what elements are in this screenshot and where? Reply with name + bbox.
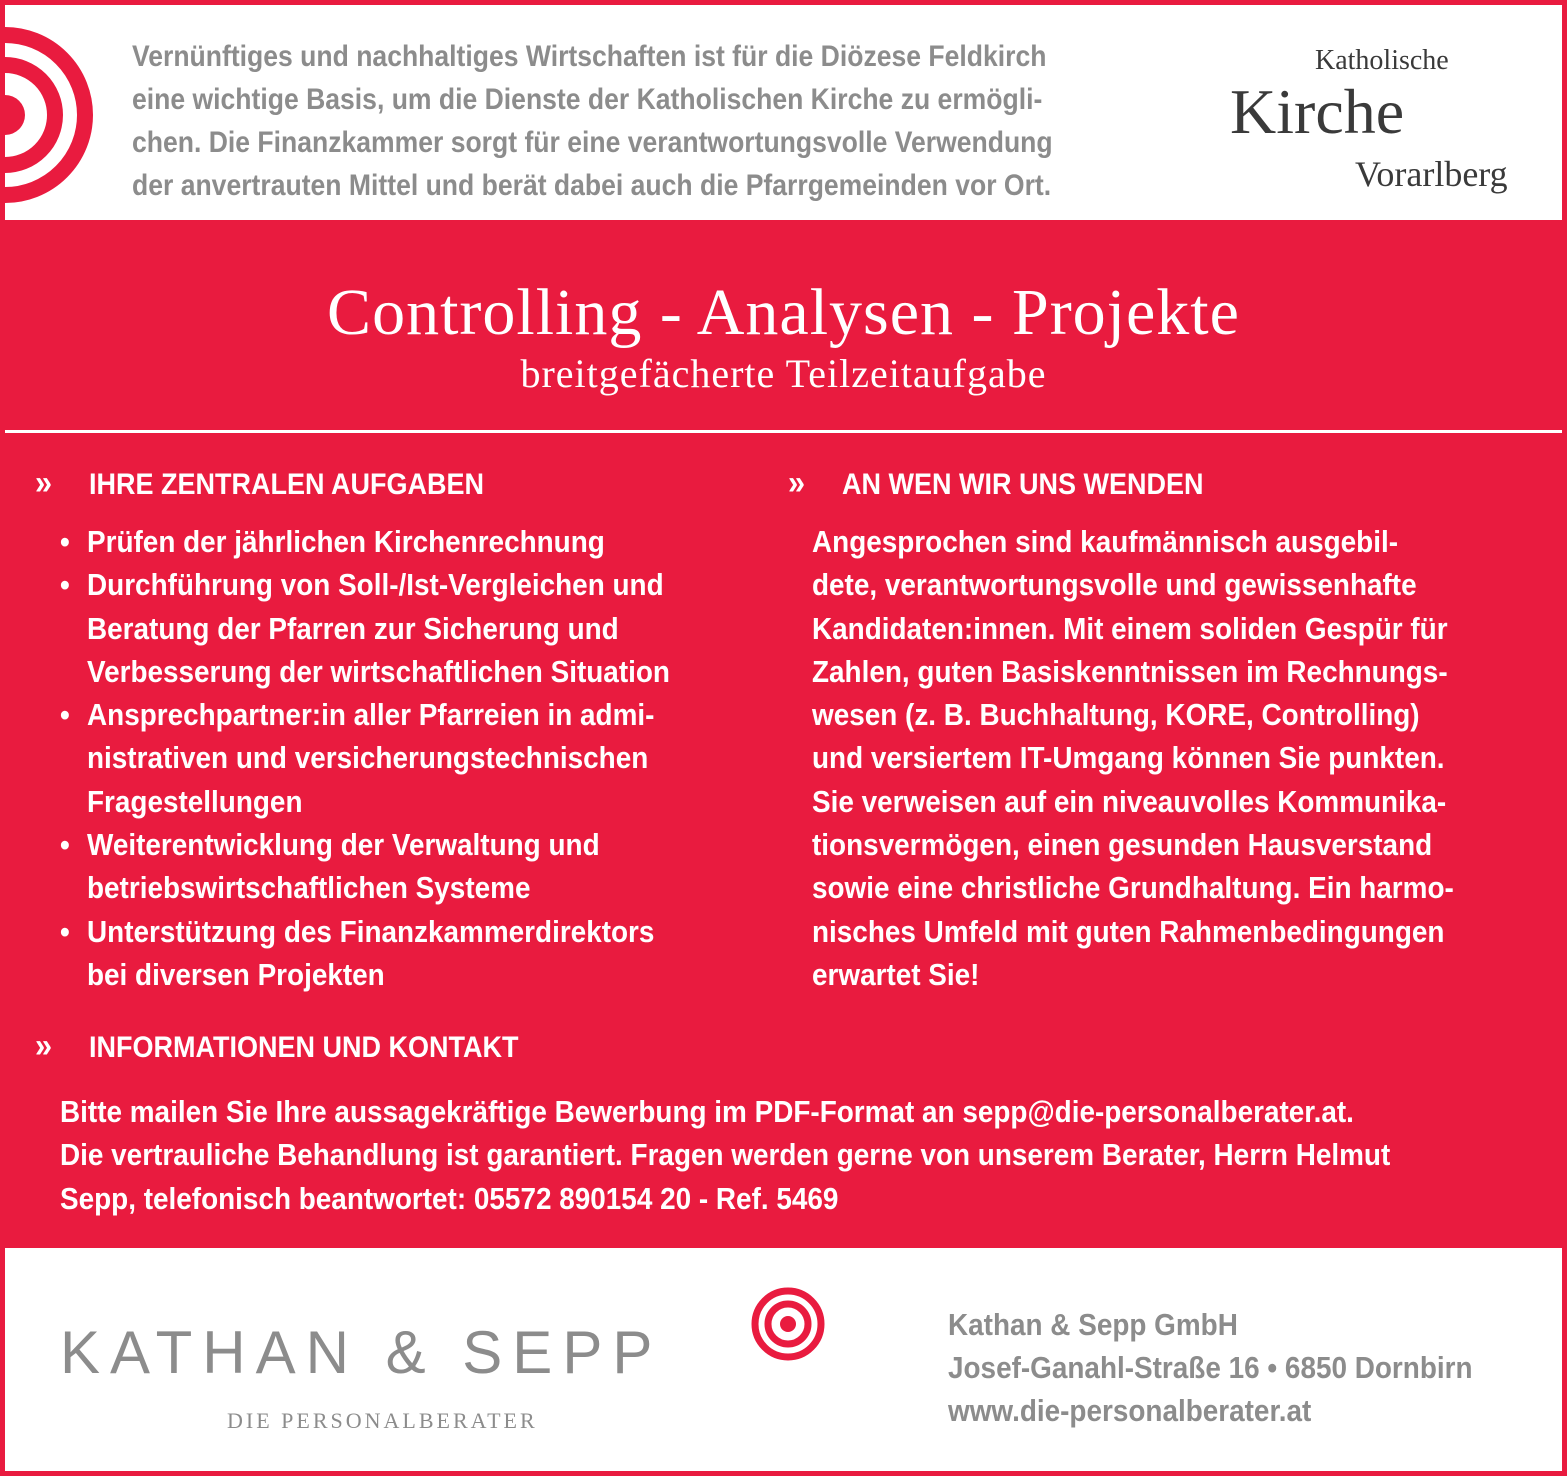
paragraph-line: wesen (z. B. Buchhaltung, KORE, Controlling): [812, 697, 1420, 733]
main-red-block: [5, 220, 1562, 1248]
paragraph-line: Zahlen, guten Basiskenntnissen im Rechnungs-: [812, 653, 1448, 689]
logo-line-katholische: Katholische: [1315, 45, 1449, 76]
list-item-line: nistrativen und versicherungstechnischen: [87, 740, 649, 776]
paragraph-line: sowie eine christliche Grundhaltung. Ein harmo-: [812, 870, 1454, 906]
paragraph-line: Angesprochen sind kaufmännisch ausgebil-: [812, 524, 1399, 559]
list-item-line: bei diversen Projekten: [87, 956, 385, 992]
bullet-icon: •: [60, 827, 70, 863]
list-item-line: betriebswirtschaftlichen Systeme: [87, 870, 531, 906]
list-item: [60, 693, 744, 823]
intro-paragraph: [132, 35, 1086, 207]
intro-line: eine wichtige Basis, um die Dienste der Katholischen Kirche zu ermögli-: [132, 83, 1043, 116]
paragraph-line: dete, verantwortungsvolle und gewissenhafte: [812, 567, 1417, 603]
website-link[interactable]: www.die-personalberater.at: [948, 1393, 1312, 1428]
intro-line: Vernünftiges und nachhaltiges Wirtschaften ist für die Diözese Feldkirch: [132, 40, 1047, 73]
chevron-icon: »: [35, 464, 50, 502]
logo-subtitle: DIE PERSONALBERATER: [227, 1408, 538, 1433]
paragraph-line: Bitte mailen Sie Ihre aussagekräftige Bewerbung im PDF-Format an sepp@die-personalberater.at.: [60, 1094, 1354, 1129]
intro-line: chen. Die Finanzkammer sorgt für eine verantwortungsvolle Verwendung: [132, 126, 1053, 159]
list-item-line: Unterstützung des Finanzkammerdirektors: [87, 913, 655, 949]
header-section: [5, 5, 1562, 220]
task-list: [60, 520, 744, 996]
kathan-sepp-logo-text: KATHAN & SEPP: [60, 1319, 663, 1386]
street-address: Josef-Ganahl-Straße 16 • 6850 Dornbirn: [948, 1350, 1473, 1385]
footer-section: [5, 1248, 1562, 1476]
bullet-icon: •: [60, 524, 70, 559]
target-icon: [750, 1286, 826, 1362]
paragraph-line: Kandidaten:innen. Mit einem soliden Gespür für: [812, 610, 1448, 646]
logo-line-vorarlberg: Vorarlberg: [1355, 154, 1508, 194]
audience-paragraph: [812, 520, 1454, 996]
bullet-icon: •: [60, 697, 70, 733]
concentric-arcs-graphic: [0, 25, 100, 205]
list-item: [60, 823, 744, 910]
logo-line-kirche: Kirche: [1230, 76, 1405, 147]
bullet-icon: •: [60, 567, 70, 603]
paragraph-line: nisches Umfeld mit guten Rahmenbedingungen: [812, 913, 1445, 949]
chevron-icon: »: [788, 464, 803, 502]
list-item: [60, 910, 744, 997]
job-subtitle: breitgefächerte Teilzeitaufgabe: [520, 351, 1047, 396]
paragraph-line: Sie verweisen auf ein niveauvolles Kommunika-: [812, 783, 1447, 819]
list-item: [60, 520, 744, 563]
heading-label: INFORMATIONEN UND KONTAKT: [89, 1031, 519, 1064]
list-item-line: Weiterentwicklung der Verwaltung und: [87, 827, 600, 863]
chevron-icon: »: [35, 1027, 50, 1065]
list-item-line: Durchführung von Soll-/Ist-Vergleichen und: [87, 567, 664, 603]
heading-label: AN WEN WIR UNS WENDEN: [842, 468, 1204, 501]
company-address: [948, 1303, 1473, 1432]
paragraph-line: Die vertrauliche Behandlung ist garantiert. Fragen werden gerne von unserem Berater, Herrn Helmut: [60, 1137, 1391, 1173]
list-item-line: Fragestellungen: [87, 783, 303, 819]
list-item-line: Prüfen der jährlichen Kirchenrechnung: [87, 524, 605, 559]
katholische-kirche-logo: [1230, 45, 1550, 205]
section-heading-contact: [35, 1028, 518, 1066]
paragraph-line: erwartet Sie!: [812, 956, 980, 992]
paragraph-line: Sepp, telefonisch beantwortet: 05572 890154 20 - Ref. 5469: [60, 1180, 839, 1216]
heading-label: IHRE ZENTRALEN AUFGABEN: [89, 468, 485, 501]
paragraph-line: und versiertem IT-Umgang können Sie punkten.: [812, 740, 1445, 776]
section-heading-tasks: [35, 465, 484, 503]
contact-paragraph: [60, 1090, 1390, 1220]
paragraph-line: tionsvermögen, einen gesunden Hausverstand: [812, 827, 1433, 863]
divider: [5, 430, 1562, 433]
list-item-line: Verbesserung der wirtschaftlichen Situation: [87, 653, 670, 689]
intro-line: der anvertrauten Mittel und berät dabei auch die Pfarrgemeinden vor Ort.: [132, 169, 1052, 202]
list-item: [60, 563, 744, 693]
section-heading-audience: [788, 465, 1203, 503]
company-name: Kathan & Sepp GmbH: [948, 1307, 1238, 1342]
list-item-line: Ansprechpartner:in aller Pfarreien in admi-: [87, 697, 655, 733]
bullet-icon: •: [60, 913, 70, 949]
job-title: Controlling - Analysen - Projekte: [327, 276, 1240, 349]
list-item-line: Beratung der Pfarren zur Sicherung und: [87, 610, 619, 646]
